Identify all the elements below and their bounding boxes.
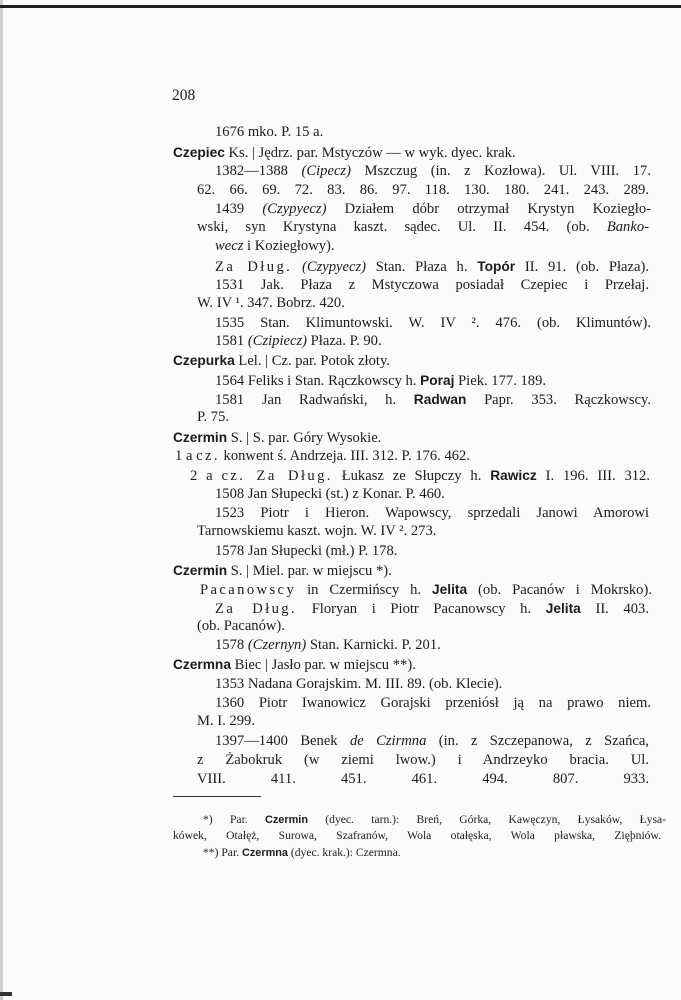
text-run: wski, syn Krystyna kaszt. sądec. Ul. II. 454. (ob. <box>197 219 607 235</box>
entry-line-10 <box>197 294 345 313</box>
entry-line-5 <box>215 200 651 219</box>
entry-line-1 <box>215 123 323 142</box>
text-run: 1564 Feliks i Stan. Rączkowscy h. <box>215 373 421 389</box>
entry-line-29 <box>173 655 416 675</box>
text-run: (in. z Szczepanowa, z Szańca, <box>426 733 650 749</box>
entry-line-21 <box>215 504 649 523</box>
variant-spelling: (Czernyn) <box>247 637 307 653</box>
page-number: 208 <box>172 87 196 104</box>
text-run: kówek, Otałęż, Surowa, Szafranów, Wola otałęska, Wola pławska, Zięþniów. <box>173 829 661 842</box>
variant-spelling: (Czypyecz) <box>301 259 367 275</box>
entry-line-8 <box>215 257 649 277</box>
text-run: Za Dług. <box>215 601 298 617</box>
entry-line-20 <box>215 485 445 504</box>
text-run: Ks. | Jędrz. par. Mstyczów — w wyk. dyec. krak. <box>224 145 516 161</box>
variant-spelling: wecz <box>215 238 244 254</box>
entry-headword: Czermna <box>173 657 231 672</box>
footnote-line-2 <box>173 828 661 844</box>
text-run: 1578 <box>215 637 248 653</box>
text-run: S. | S. par. Góry Wysokie. <box>227 430 382 446</box>
entry-headword: Poraj <box>420 373 455 388</box>
entry-line-27 <box>197 617 285 636</box>
text-run: 1531 Jak. Płaza z Mstyczowa posiadał Czepiec i Przełaj. <box>215 277 649 293</box>
text-run: in Czermińscy h. <box>296 582 432 598</box>
entry-line-12 <box>215 332 382 351</box>
entry-line-24 <box>173 561 392 581</box>
text-run: Mszczug (in. z Kozłowa). Ul. VIII. 17. <box>350 163 651 179</box>
text-run: VIII. 411. 451. 461. 494. 807. 933. <box>197 771 649 787</box>
entry-line-25 <box>200 580 652 600</box>
text-run: i Koziegłowy). <box>243 238 335 254</box>
entry-line-32 <box>197 712 255 731</box>
text-run: 1360 Piotr Iwanowicz Gorajski przeniósł ją na prawo niem. <box>215 695 651 711</box>
text-run: Za Dług. <box>215 259 293 275</box>
text-run: II. 403. <box>580 601 649 617</box>
text-run: cz. Za Dług. <box>221 468 333 484</box>
footnote-line-3 <box>203 845 401 861</box>
page-left-edge <box>0 0 3 1000</box>
text-run: Pacanowscy <box>200 582 297 598</box>
variant-spelling: de Czirmna <box>349 733 427 749</box>
entry-line-7 <box>215 237 335 256</box>
entry-headword: Jelita <box>432 582 468 597</box>
entry-headword: Czermin <box>173 563 228 578</box>
entry-headword: Czermna <box>241 847 288 859</box>
text-run: 1578 Jan Słupecki (mł.) P. 178. <box>215 543 398 559</box>
entry-line-3 <box>215 162 651 181</box>
text-run: konwent ś. Andrzeja. III. 312. P. 176. 462. <box>219 448 470 464</box>
entry-line-26 <box>215 599 649 619</box>
entry-line-11 <box>215 314 651 333</box>
text-run: Papr. 353. Rączkowscy. <box>466 392 651 408</box>
entry-line-4 <box>197 181 649 200</box>
entry-line-16 <box>197 408 229 427</box>
entry-line-34 <box>197 751 649 770</box>
text-run: S. | Miel. par. w miejscu *). <box>227 563 392 579</box>
variant-spelling: Banko- <box>606 219 649 235</box>
entry-headword: Czermin <box>265 814 308 826</box>
text-run: M. I. 299. <box>197 713 255 729</box>
text-run: (dyec. tarn.): Breń, Górka, Kawęczyn, Łysaków, Łysa- <box>307 813 666 826</box>
variant-spelling: (Czypyecz) <box>262 201 327 217</box>
variant-spelling: (Czipiecz) <box>247 333 308 349</box>
entry-line-23 <box>215 542 397 561</box>
entry-line-18 <box>175 447 470 466</box>
text-run: Biec | Jasło par. w miejscu **). <box>230 657 416 673</box>
text-run: cz. <box>196 448 220 464</box>
text-run: 1 a <box>175 448 197 464</box>
entry-headword: Topór <box>477 259 516 274</box>
text-run: Łukasz ze Słupczy h. <box>332 468 491 484</box>
text-run: Stan. Karnicki. P. 201. <box>306 637 441 653</box>
entry-line-17 <box>173 428 381 448</box>
entry-headword: Czepurka <box>173 353 235 368</box>
corner-mark <box>0 992 12 996</box>
entry-line-2 <box>173 143 516 163</box>
text-run: Stan. Płaza h. <box>366 259 478 275</box>
entry-line-14 <box>215 371 546 391</box>
text-run <box>292 259 302 275</box>
text-run: 1523 Piotr i Hieron. Wapowscy, sprzedali Janowi Amorowi <box>215 505 649 521</box>
entry-line-6 <box>197 218 649 237</box>
entry-line-13 <box>173 351 390 371</box>
text-run: I. 196. III. 312. <box>536 468 650 484</box>
text-run: 1382—1388 <box>215 163 302 179</box>
entry-headword: Radwan <box>413 392 467 407</box>
entry-line-31 <box>215 694 651 713</box>
entry-headword: Czermin <box>173 430 228 445</box>
text-run: (dyec. krak.): Czermna. <box>287 846 401 859</box>
top-rule <box>0 5 681 8</box>
entry-line-15 <box>215 390 651 410</box>
variant-spelling: (Cipecz) <box>301 163 351 179</box>
text-run: P. 75. <box>197 409 230 425</box>
entry-line-19 <box>190 466 650 486</box>
text-run: (ob. Pacanów i Mokrsko). <box>467 582 652 598</box>
text-run: Płaza. P. 90. <box>307 333 382 349</box>
text-run: Piek. 177. 189. <box>454 373 547 389</box>
entry-line-35 <box>197 770 649 789</box>
text-run: 1508 Jan Słupecki (st.) z Konar. P. 460. <box>215 486 445 502</box>
text-run: 1676 mko. P. 15 a. <box>215 124 324 140</box>
text-run: **) Par. <box>203 846 242 859</box>
text-run: 1397—1400 Benek <box>215 733 350 749</box>
text-run: 1581 <box>215 333 248 349</box>
text-run: 2 a <box>190 468 222 484</box>
text-run: 1439 <box>215 201 263 217</box>
text-run: 1581 Jan Radwański, h. <box>215 392 414 408</box>
entry-line-28 <box>215 636 441 655</box>
entry-line-22 <box>197 522 436 541</box>
entry-headword: Jelita <box>545 601 581 616</box>
footnote-rule <box>173 796 261 797</box>
text-run: II. 91. (ob. Płaza). <box>515 259 649 275</box>
text-run: Floryan i Piotr Pacanowscy h. <box>297 601 546 617</box>
entry-line-33 <box>215 732 649 751</box>
entry-headword: Czepiec <box>173 145 225 160</box>
text-run: *) Par. <box>203 813 265 826</box>
text-run: 1353 Nadana Gorajskim. M. III. 89. (ob. Klecie). <box>215 676 503 692</box>
entry-headword: Rawicz <box>490 468 537 483</box>
text-run: z Żabokruk (w ziemi lwow.) i Andrzeyko bracia. Ul. <box>197 752 649 768</box>
text-run: W. IV ¹. 347. Bobrz. 420. <box>197 295 345 311</box>
text-run: Działem dóbr otrzymał Krystyn Koziegło- <box>326 201 652 217</box>
text-run: Tarnowskiemu kaszt. wojn. W. IV ². 273. <box>197 523 437 539</box>
text-run: Lel. | Cz. par. Potok złoty. <box>234 353 390 369</box>
entry-line-30 <box>215 675 502 694</box>
entry-line-9 <box>215 276 649 295</box>
footnote-line-1 <box>203 812 666 828</box>
text-run: 62. 66. 69. 72. 83. 86. 97. 118. 130. 180. 241. 243. 289. <box>197 182 649 198</box>
text-run: (ob. Pacanów). <box>197 618 285 634</box>
text-run: 1535 Stan. Klimuntowski. W. IV ². 476. (ob. Klimuntów). <box>215 315 651 331</box>
